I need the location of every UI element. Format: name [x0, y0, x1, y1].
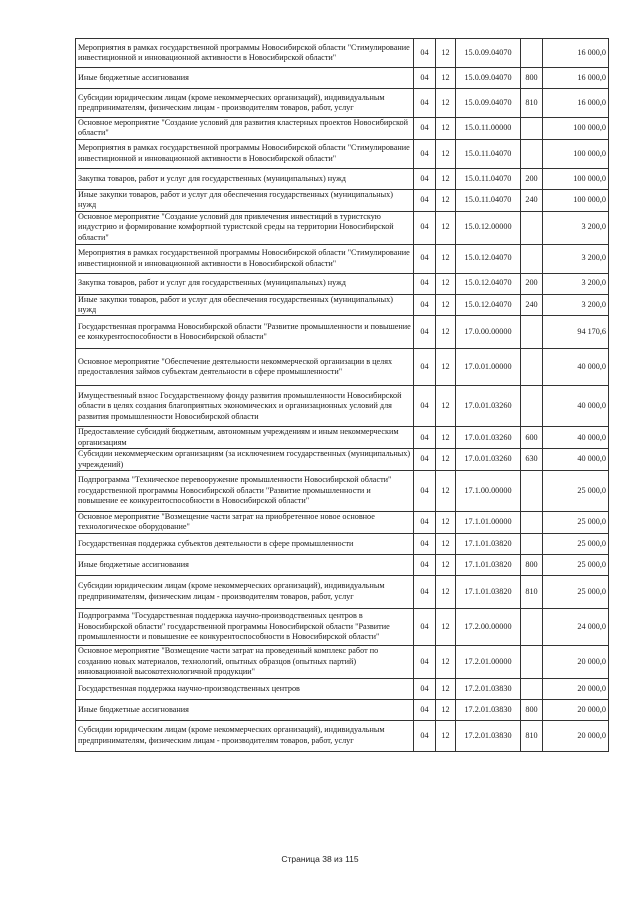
row-name: Иные закупки товаров, работ и услуг для обеспечения государственных (муниципальных) нужд: [76, 294, 414, 316]
row-subsection: 12: [436, 168, 456, 189]
row-amount: 25 000,0: [543, 471, 609, 512]
row-target-article: 15.0.12.04070: [456, 244, 521, 273]
row-subsection: 12: [436, 554, 456, 575]
row-name: Основное мероприятие "Создание условий для привлечения инвестиций в туристскую индустрию и формирование комфортной туристской среды на территории Новосибирской области": [76, 211, 414, 244]
table-row: [76, 512, 609, 534]
row-target-article: 17.0.01.03260: [456, 427, 521, 449]
row-amount: 16 000,0: [543, 68, 609, 89]
row-section: 04: [414, 68, 436, 89]
row-section: 04: [414, 554, 436, 575]
row-amount: 40 000,0: [543, 427, 609, 449]
row-target-article: 15.0.11.00000: [456, 118, 521, 140]
table-row: [76, 720, 609, 751]
row-section: 04: [414, 449, 436, 471]
row-section: 04: [414, 386, 436, 427]
table-row: [76, 699, 609, 720]
row-section: 04: [414, 244, 436, 273]
row-expense-type: [521, 645, 543, 678]
budget-table: [75, 38, 609, 752]
row-subsection: 12: [436, 118, 456, 140]
row-name: Предоставление субсидий бюджетным, автономным учреждениям и иным некоммерческим организациям: [76, 427, 414, 449]
row-expense-type: [521, 386, 543, 427]
row-expense-type: [521, 118, 543, 140]
table-row: [76, 139, 609, 168]
row-target-article: 15.0.12.04070: [456, 294, 521, 316]
row-amount: 3 200,0: [543, 294, 609, 316]
table-row: [76, 211, 609, 244]
row-amount: 25 000,0: [543, 575, 609, 608]
row-target-article: 17.1.01.03820: [456, 554, 521, 575]
row-target-article: 15.0.09.04070: [456, 89, 521, 118]
row-amount: 40 000,0: [543, 349, 609, 386]
row-section: 04: [414, 575, 436, 608]
row-name: Имущественный взнос Государственному фонду развития промышленности Новосибирской области в целях создания благоприятных экономических и организационных условий для развития промышленности Новосибирской области: [76, 386, 414, 427]
row-subsection: 12: [436, 608, 456, 645]
row-subsection: 12: [436, 720, 456, 751]
page-footer: Страница 38 из 115: [281, 854, 359, 864]
row-expense-type: 240: [521, 189, 543, 211]
row-amount: 25 000,0: [543, 533, 609, 554]
row-subsection: 12: [436, 645, 456, 678]
row-amount: 100 000,0: [543, 168, 609, 189]
row-section: 04: [414, 678, 436, 699]
row-expense-type: [521, 316, 543, 349]
row-section: 04: [414, 608, 436, 645]
table-row: [76, 244, 609, 273]
row-expense-type: [521, 244, 543, 273]
row-target-article: 17.1.00.00000: [456, 471, 521, 512]
row-name: Подпрограмма "Государственная поддержка научно-производственных центров в Новосибирской области" государственной программы Новосибирской области "Развитие промышленности и повышение ее конкурентоспособности в Новосибирской области": [76, 608, 414, 645]
row-subsection: 12: [436, 449, 456, 471]
row-section: 04: [414, 273, 436, 294]
row-expense-type: [521, 512, 543, 534]
row-target-article: 17.0.01.00000: [456, 349, 521, 386]
table-row: [76, 294, 609, 316]
row-amount: 20 000,0: [543, 720, 609, 751]
table-row: [76, 89, 609, 118]
row-target-article: 17.2.01.00000: [456, 645, 521, 678]
row-section: 04: [414, 349, 436, 386]
row-target-article: 17.0.00.00000: [456, 316, 521, 349]
row-name: Иные закупки товаров, работ и услуг для обеспечения государственных (муниципальных) нужд: [76, 189, 414, 211]
row-name: Основное мероприятие "Возмещение части затрат на проведенный комплекс работ по созданию новых материалов, технологий, опытных образцов (опытных партий) инновационной высокотехнологичной продукции": [76, 645, 414, 678]
row-section: 04: [414, 471, 436, 512]
table-row: [76, 273, 609, 294]
row-amount: 100 000,0: [543, 139, 609, 168]
table-row: [76, 471, 609, 512]
row-name: Подпрограмма "Техническое перевооружение промышленности Новосибирской области" государственной программы Новосибирской области "Развитие промышленности и повышение ее конкурентоспособности в Новосибирской области": [76, 471, 414, 512]
row-section: 04: [414, 720, 436, 751]
row-subsection: 12: [436, 678, 456, 699]
row-target-article: 15.0.09.04070: [456, 68, 521, 89]
row-subsection: 12: [436, 89, 456, 118]
row-expense-type: [521, 39, 543, 68]
row-subsection: 12: [436, 211, 456, 244]
row-target-article: 17.2.00.00000: [456, 608, 521, 645]
row-section: 04: [414, 139, 436, 168]
row-amount: 100 000,0: [543, 189, 609, 211]
table-row: [76, 386, 609, 427]
row-name: Основное мероприятие "Обеспечение деятельности некоммерческой организации в целях предоставления займов субъектам деятельности в сфере промышленности": [76, 349, 414, 386]
row-expense-type: 240: [521, 294, 543, 316]
row-name: Мероприятия в рамках государственной программы Новосибирской области "Стимулирование инвестиционной и инновационной активности в Новосибирской области": [76, 244, 414, 273]
row-subsection: 12: [436, 139, 456, 168]
table-row: [76, 608, 609, 645]
table-row: [76, 168, 609, 189]
row-target-article: 15.0.11.04070: [456, 168, 521, 189]
row-subsection: 12: [436, 316, 456, 349]
row-expense-type: 800: [521, 68, 543, 89]
table-row: [76, 427, 609, 449]
row-expense-type: [521, 533, 543, 554]
table-row: [76, 575, 609, 608]
row-subsection: 12: [436, 575, 456, 608]
row-amount: 94 170,6: [543, 316, 609, 349]
row-amount: 3 200,0: [543, 244, 609, 273]
row-subsection: 12: [436, 273, 456, 294]
row-expense-type: 810: [521, 575, 543, 608]
row-target-article: 17.2.01.03830: [456, 699, 521, 720]
row-expense-type: [521, 139, 543, 168]
row-amount: 20 000,0: [543, 699, 609, 720]
row-target-article: 15.0.12.00000: [456, 211, 521, 244]
row-subsection: 12: [436, 68, 456, 89]
row-target-article: 17.2.01.03830: [456, 678, 521, 699]
table-row: [76, 554, 609, 575]
row-section: 04: [414, 189, 436, 211]
row-section: 04: [414, 89, 436, 118]
table-row: [76, 533, 609, 554]
table-row: [76, 39, 609, 68]
row-amount: 20 000,0: [543, 645, 609, 678]
row-expense-type: [521, 211, 543, 244]
row-amount: 40 000,0: [543, 449, 609, 471]
row-target-article: 17.1.01.03820: [456, 533, 521, 554]
row-amount: 40 000,0: [543, 386, 609, 427]
row-name: Основное мероприятие "Возмещение части затрат на приобретенное новое основное технологическое оборудование": [76, 512, 414, 534]
table-row: [76, 316, 609, 349]
row-amount: 25 000,0: [543, 512, 609, 534]
row-section: 04: [414, 427, 436, 449]
row-section: 04: [414, 699, 436, 720]
row-section: 04: [414, 512, 436, 534]
row-name: Закупка товаров, работ и услуг для государственных (муниципальных) нужд: [76, 273, 414, 294]
row-expense-type: 810: [521, 720, 543, 751]
row-section: 04: [414, 118, 436, 140]
row-target-article: 17.1.01.00000: [456, 512, 521, 534]
row-expense-type: [521, 608, 543, 645]
row-name: Иные бюджетные ассигнования: [76, 699, 414, 720]
table-body: [76, 39, 609, 752]
row-target-article: 17.0.01.03260: [456, 386, 521, 427]
row-name: Субсидии юридическим лицам (кроме некоммерческих организаций), индивидуальным предпринимателям, физическим лицам - производителям товаров, работ, услуг: [76, 575, 414, 608]
row-amount: 16 000,0: [543, 39, 609, 68]
row-subsection: 12: [436, 294, 456, 316]
row-expense-type: 810: [521, 89, 543, 118]
row-expense-type: 600: [521, 427, 543, 449]
row-target-article: 17.2.01.03830: [456, 720, 521, 751]
row-name: Государственная поддержка субъектов деятельности в сфере промышленности: [76, 533, 414, 554]
table-row: [76, 68, 609, 89]
row-subsection: 12: [436, 427, 456, 449]
row-target-article: 17.1.01.03820: [456, 575, 521, 608]
row-subsection: 12: [436, 512, 456, 534]
row-subsection: 12: [436, 533, 456, 554]
row-expense-type: 800: [521, 699, 543, 720]
row-amount: 25 000,0: [543, 554, 609, 575]
row-subsection: 12: [436, 39, 456, 68]
row-amount: 24 000,0: [543, 608, 609, 645]
row-name: Закупка товаров, работ и услуг для государственных (муниципальных) нужд: [76, 168, 414, 189]
row-section: 04: [414, 533, 436, 554]
table-row: [76, 678, 609, 699]
row-target-article: 17.0.01.03260: [456, 449, 521, 471]
row-name: Субсидии юридическим лицам (кроме некоммерческих организаций), индивидуальным предпринимателям, физическим лицам - производителям товаров, работ, услуг: [76, 720, 414, 751]
row-amount: 3 200,0: [543, 211, 609, 244]
row-expense-type: 200: [521, 168, 543, 189]
row-name: Государственная программа Новосибирской области "Развитие промышленности и повышение ее конкурентоспособности в Новосибирской области": [76, 316, 414, 349]
row-name: Мероприятия в рамках государственной программы Новосибирской области "Стимулирование инвестиционной и инновационной активности в Новосибирской области": [76, 139, 414, 168]
row-name: Иные бюджетные ассигнования: [76, 68, 414, 89]
row-target-article: 15.0.09.04070: [456, 39, 521, 68]
row-subsection: 12: [436, 189, 456, 211]
row-expense-type: 630: [521, 449, 543, 471]
row-subsection: 12: [436, 244, 456, 273]
row-subsection: 12: [436, 471, 456, 512]
row-target-article: 15.0.11.04070: [456, 189, 521, 211]
row-amount: 100 000,0: [543, 118, 609, 140]
row-expense-type: [521, 471, 543, 512]
row-name: Субсидии некоммерческим организациям (за исключением государственных (муниципальных) учреждений): [76, 449, 414, 471]
row-name: Иные бюджетные ассигнования: [76, 554, 414, 575]
row-section: 04: [414, 645, 436, 678]
row-amount: 20 000,0: [543, 678, 609, 699]
row-section: 04: [414, 294, 436, 316]
row-section: 04: [414, 316, 436, 349]
row-target-article: 15.0.12.04070: [456, 273, 521, 294]
table-row: [76, 349, 609, 386]
row-section: 04: [414, 211, 436, 244]
row-section: 04: [414, 168, 436, 189]
row-amount: 16 000,0: [543, 89, 609, 118]
row-subsection: 12: [436, 699, 456, 720]
row-amount: 3 200,0: [543, 273, 609, 294]
table-row: [76, 645, 609, 678]
row-name: Государственная поддержка научно-производственных центров: [76, 678, 414, 699]
row-name: Мероприятия в рамках государственной программы Новосибирской области "Стимулирование инвестиционной и инновационной активности в Новосибирской области": [76, 39, 414, 68]
row-name: Субсидии юридическим лицам (кроме некоммерческих организаций), индивидуальным предпринимателям, физическим лицам - производителям товаров, работ, услуг: [76, 89, 414, 118]
row-subsection: 12: [436, 386, 456, 427]
table-row: [76, 449, 609, 471]
row-expense-type: 800: [521, 554, 543, 575]
row-section: 04: [414, 39, 436, 68]
table-row: [76, 189, 609, 211]
row-expense-type: [521, 678, 543, 699]
row-target-article: 15.0.11.04070: [456, 139, 521, 168]
row-subsection: 12: [436, 349, 456, 386]
row-name: Основное мероприятие "Создание условий для развития кластерных проектов Новосибирской области": [76, 118, 414, 140]
row-expense-type: 200: [521, 273, 543, 294]
table-row: [76, 118, 609, 140]
row-expense-type: [521, 349, 543, 386]
